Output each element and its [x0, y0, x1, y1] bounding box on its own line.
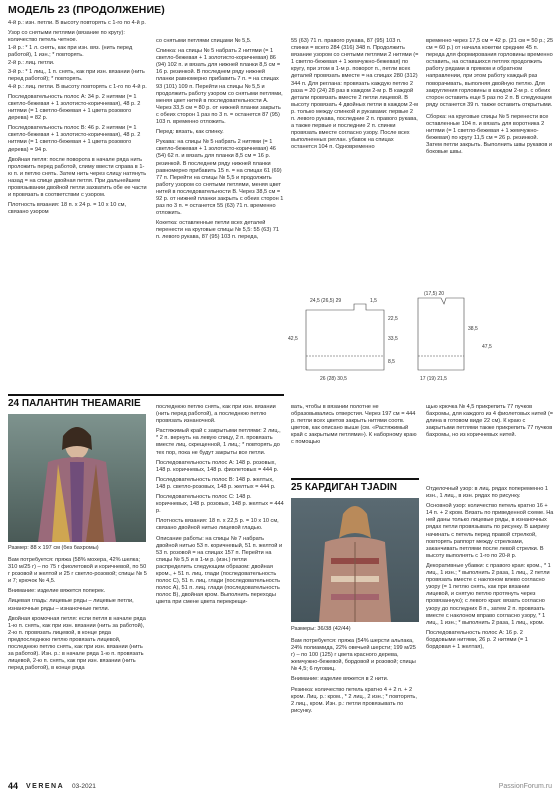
magazine-name: VERENA [26, 783, 65, 790]
paragraph: 2-й р.: лиц. петли. [8, 60, 55, 67]
dim-label: 33,5 [388, 336, 398, 342]
column-8 [426, 404, 554, 474]
paragraph: Отделочный узор: в лиц. рядах попеременно 1 изн., 1 лиц., в изн. рядах по рисунку. [426, 486, 549, 500]
watermark: PassionForum.ru [498, 783, 552, 790]
dim-label: 17 (19) 21,5 [420, 376, 447, 382]
section-25-title: 25 КАРДИГАН TJADIN [291, 482, 397, 493]
column-6 [156, 404, 284, 778]
pattern-schematic [286, 290, 554, 388]
paragraph: Внимание: изделие вяжется поперек. [8, 588, 106, 595]
paragraph: 3-й р.: * 1 лиц., 1 п. снять, как при изн. вязании (нить перед работой); * повторять. [8, 68, 145, 82]
paragraph: Перед: вязать, как спинку. [156, 129, 224, 136]
paragraph: Последовательность полос А: 34 р. 2 нитями (= 1 светло-бежевая + 1 золотисто-коричневая), 48 р. 2 нитями (= 1 светло-бежевая + 1 цвета розового дерева) = 82 р. [8, 93, 141, 122]
paragraph: Декоративные убавки: с правого края: кром., * 1 лиц., 1 изн.; * выполнить 2 раза, 1 лиц., 2 петли провязать вместе с наклоном влево согласно узору (= 1 петлю снять, как при вязании лицевой, и снятую петлю протянуть через провязанную); с левого края: вязать согласно узору до последних 8 п., затем 2 п. провязать вместе с наклоном вправо согласно узору, * 1 лиц., 1 изн.; * выполнить 2 раза, 1 лиц., кром. [426, 562, 551, 626]
column-3 [291, 38, 419, 286]
paragraph: Последовательность полос А: 148 р. розовых, 148 р. коричневых, 148 р. фиолетовых = 444 р. [156, 459, 279, 473]
paragraph: 4-й р.: изн. петли. В высоту повторять с 1-го по 4-й р. [8, 20, 146, 26]
paragraph: Плотность вязания: 18 п. х 22,5 р. = 10 х 10 см, связано двойной нитью лицевой гладью. [156, 518, 279, 532]
issue-number: 03-2021 [72, 783, 96, 790]
page-footer [0, 778, 560, 800]
body-outline [306, 304, 384, 370]
paragraph: Последовательность полос В: 148 р. желтых, 148 р. светло-розовых, 148 р. желтых = 444 р. [156, 476, 276, 490]
dim-label: 47,5 [482, 344, 492, 350]
paragraph: Рукава: на спицы № 5 набрать 2 нитями (= 1 светло-бежевая + 1 золотисто-коричневая) 46 (54) 62 п. и вязать для планки 8,5 см = 16 р. резинкой. В последнем ряду нижней планки равномерно прибавить 15 п. = на спицах 61 (69) 77 п. Перейти на спицы № 5,5 и продолжить работу узором со снятыми петлями, меняя цвет нитей в последовательности В. Через 38,5 см = 92 р. от нижней планки закрыть с обеих сторон 1 раз по 3 п. = останется 55 (63) 71 п. временно отложить. [156, 139, 284, 217]
column-4 [426, 38, 554, 290]
column-10 [426, 486, 554, 778]
section-25-text [291, 638, 419, 778]
paragraph: Вам потребуется: пряжа (58% мохера, 42% шелка; 310 м/25 г) – по 75 г фиолетовой и коричневой, по 50 г розовой и желтой и 25 г светло-розовой; спицы № 5 и 7; крючок № 4,5. [8, 557, 147, 585]
paragraph: Последовательность полос А: 16 р. 2 бордовыми нитями, 26 р. 2 нитями (= 1 бордовая + 1 желтая), [426, 629, 528, 650]
paragraph: Основной узор: количество петель кратно 16 + 14 п. + 2 кром. Вязать по приведенной схеме. На ней даны только лицевые ряды, в изнаночных рядах петли провязывать по рисунку. В ширину начинать с петель перед правой стрелкой, повторять раппорт между стрелками, заканчивать петлями после левой стрелки. В высоту выполнять с 1-го по 20-й р. [426, 503, 554, 559]
section-divider [8, 394, 284, 396]
dim-label: 1,5 [370, 298, 377, 304]
paragraph: со снятыми петлями спицами № 5,5. [156, 38, 252, 44]
section-24-size: Размер: 88 х 197 см (без бахромы) [8, 545, 99, 551]
paragraph: последнюю петлю снять, как при изн. вязании (нить перед работой), а последнюю петлю провязать изнаночной. [156, 404, 276, 425]
dim-label: 38,5 [468, 326, 478, 332]
paragraph: 55 (63) 71 п. правого рукава, 87 (95) 103 п. спинки = всего 284 (316) 348 п. Продолжить вязание узором со снятыми петлями 2 нитями (= 1 светло-бежевая + 1 жемчужно-бежевая) по кругу, при этом в 1-м р. поворот п., петли всех деталей провязать вместе = на спицах 280 (312) 344 п. Для реглана: провязать каждую петлю 2 раза = 20 (24) 28 раз в каждом 2-м р. В каждой детали провязать вместе 2 петли лицевой. В высоту провязать 4 двойных петли в каждом 2-м р. только между спинкой и рукавами: первые 2 п. левого рукава, последние 2 п. правого рукава, а также первые и последние 2 п. спинки провязать вместе согласно узору. После всех выполненных реглан. убавок на спицах останется 104 п. Одновременно [291, 38, 419, 151]
dim-label: 8,5 [388, 359, 395, 365]
cardigan-photo [291, 498, 419, 622]
column-1 [8, 20, 148, 387]
paragraph: 4-й р.: лиц. петли. В высоту повторять с 1-го по 4-й р. [8, 83, 147, 90]
section-divider [291, 478, 419, 480]
column-7 [291, 404, 419, 474]
paragraph: временно через 17,5 см = 42 р. (21 см = 50 р.; 25 см = 60 р.) от начала кокетки средние 45 п. переда для формирования горловины временно оставить, на оставшихся петлях продолжить работу рядами в прямом и обратном направлении, при этом работу каждый раз поворачивать, выполняя двойную петлю. Для закругления горловины в каждом 2-м р. с обеих сторон оставить еще 5 раз по 2 п. В следующем ряду останется 39 п. также оставить открытыми. [426, 38, 554, 108]
paragraph: Двойная кромочная петля: если петля в начале ряда 1-ю п. снять, как при изн. вязании (нить за работой), 2-ю п. провязать лицевой, в конце ряда предпоследнюю петлю провязать лицевой, последнюю петлю снять, как при изн. вязании (нить за работой). Изн. р.: в начале ряда 1-ю п. провязать лицевой, 2-ю п. снять, как при изн. вязании (нить перед работой), в конце ряда [8, 615, 146, 672]
paragraph: Плотность вязания: 18 п. х 24 р. = 10 х 10 см, связано узором [8, 202, 127, 216]
paragraph: 1-й р.: * 1 л. снять, как при изн. вяз. (нить перед работой), 1 изн.; * повторять. [8, 45, 133, 59]
paragraph: Спинка: на спицы № 5 набрать 2 нитями (= 1 светло-бежевая + 1 золотисто-коричневая) 86 (94) 102 п. и вязать для нижней планки 8,5 см = 16 р. резинкой. В последнем ряду нижней планки равномерно прибавить 7 п. = на спицах 93 (101) 109 п. Перейти на спицы № 5,5 и продолжить работу узором со снятыми петлями, меняя цвет нитей в последовательности А. Через 33,5 см = 80 р. от нижней планки закрыть с обеих сторон 1 раз по 3 п. = останется 87 (95) 103 п. временно отложить. [156, 48, 283, 126]
section-24-text [8, 557, 148, 777]
section-24-title: 24 ПАЛАНТИН THEAMARIE [8, 398, 141, 409]
paragraph: Описание работы: на спицы № 7 набрать двойной нитью 53 п. коричневый, 51 п. желтой и 53 п. розовой = на спицах 157 п. Перейти на спицы № 5,5 и в 1-м р. (изн.) петли распределить следующим образом: двойная кром., + 51 п. лиц. глади (последовательность полос С), 51 п. лиц. глади (последовательность полос А), 51 п. лиц. глади (последовательность полос В), двойная кром. Выполнить переходы цвета при смене цвета перекрещи- [156, 535, 283, 606]
paragraph: щью крючка № 4,5 прикрепить 77 пучков бахромы, для каждого из 4 фиолетовых нитей (= длина в готовом виде 22 см). К краю с закрытыми петлями также прикрепить 77 пучков бахромы, но из коричневых нитей. [426, 404, 554, 439]
column-2 [156, 38, 284, 383]
paragraph: Лицевая гладь: лицевые ряды – лицевые петли, изнаночные ряды – изнаночные петли. [8, 598, 134, 612]
paragraph: Вам потребуется: пряжа (54% шерсти альпака, 24% полиамида, 22% овечьей шерсти; 199 м/25 г) – по 100 (125) г цвета красного дерева, жемчужно-бежевой, бордовой и розовой; спицы № 4,5; 6 пуговиц. [291, 638, 416, 673]
dim-label: 42,5 [288, 336, 298, 342]
dim-label: 22,5 [388, 316, 398, 322]
paragraph: Кокетка: оставленные петли всех деталей перенести на круговые спицы № 5,5: 55 (63) 71 п. левого рукава, 87 (95) 103 п. переда, [156, 220, 279, 241]
sleeve-outline [418, 298, 464, 370]
page-number: 44 [8, 781, 19, 791]
paragraph: Внимание: изделие вяжется в 2 нити. [291, 676, 389, 683]
paragraph: Последовательность полос С: 148 р. коричневых, 148 р. розовых, 148 р. желтых = 444 р. [156, 494, 284, 515]
paragraph: Сборка: на круговые спицы № 5 перенести все оставленные 104 п. и вязать для воротника 2 нитями (= 1 светло-бежевая + 1 жемчужно-бежевая) по кругу 11,5 см = 26 р. резинкой. Затем петли закрыть. Выполнить швы рукавов и боковые швы. [426, 113, 553, 156]
paragraph: Последовательность полос В: 46 р. 2 нитями (= 1 светло-бежевая + 1 золотисто-коричневая), 48 р. 2 нитями (= 1 светло-бежевая + 1 цвета розового дерева) = 94 р. [8, 125, 141, 153]
stole-photo [8, 414, 146, 542]
paragraph: Двойная петля: после поворота в начале ряда нить проложить перед работой, слиму ввести справа в 1-ю п. и петлю снять. Затем нить через слицу натянуть назад = на спице двойная петля. При дальнейшем провязывании двойной петли захватить обе ее части и провязать в соответствии с узором. [8, 156, 147, 199]
page-title: МОДЕЛЬ 23 (ПРОДОЛЖЕНИЕ) [8, 4, 165, 16]
dim-label: 24,5 (26,5) 29 [310, 298, 342, 304]
dim-label: 26 (28) 30,5 [320, 376, 347, 382]
section-25-size: Размеры: 36/38 (42/44) [291, 626, 351, 632]
paragraph: Узор со снятыми петлями (вязание по кругу): количество петель четное. [8, 30, 125, 44]
dim-label: (17,5) 20 [424, 291, 445, 297]
paragraph: Резинка: количество петель кратно 4 + 2 п. + 2 кром. Лиц. р.: кром., * 2 лиц., 2 изн.; * повторять, 2 лиц., кром. Изн. р.: петли провязывать по рисунку. [291, 686, 417, 714]
paragraph: Растяжимый край с закрытыми петлями: 2 лиц., * 2 п. вернуть на левую спицу, 2 п. провязать вместе лиц. скрещенной, 1 лиц.; * повторять до тех пор, пока не будут закрыты все петли. [156, 428, 281, 456]
paragraph: вать, чтобы в вязании полотне не образовывались отверстия. Через 197 см = 444 р. петли всех цветов закрыть нитями соотв. цветов, как описано выше (см. «Растяжимый край с закрытыми петлями»). К наборному краю с помощью [291, 404, 417, 446]
